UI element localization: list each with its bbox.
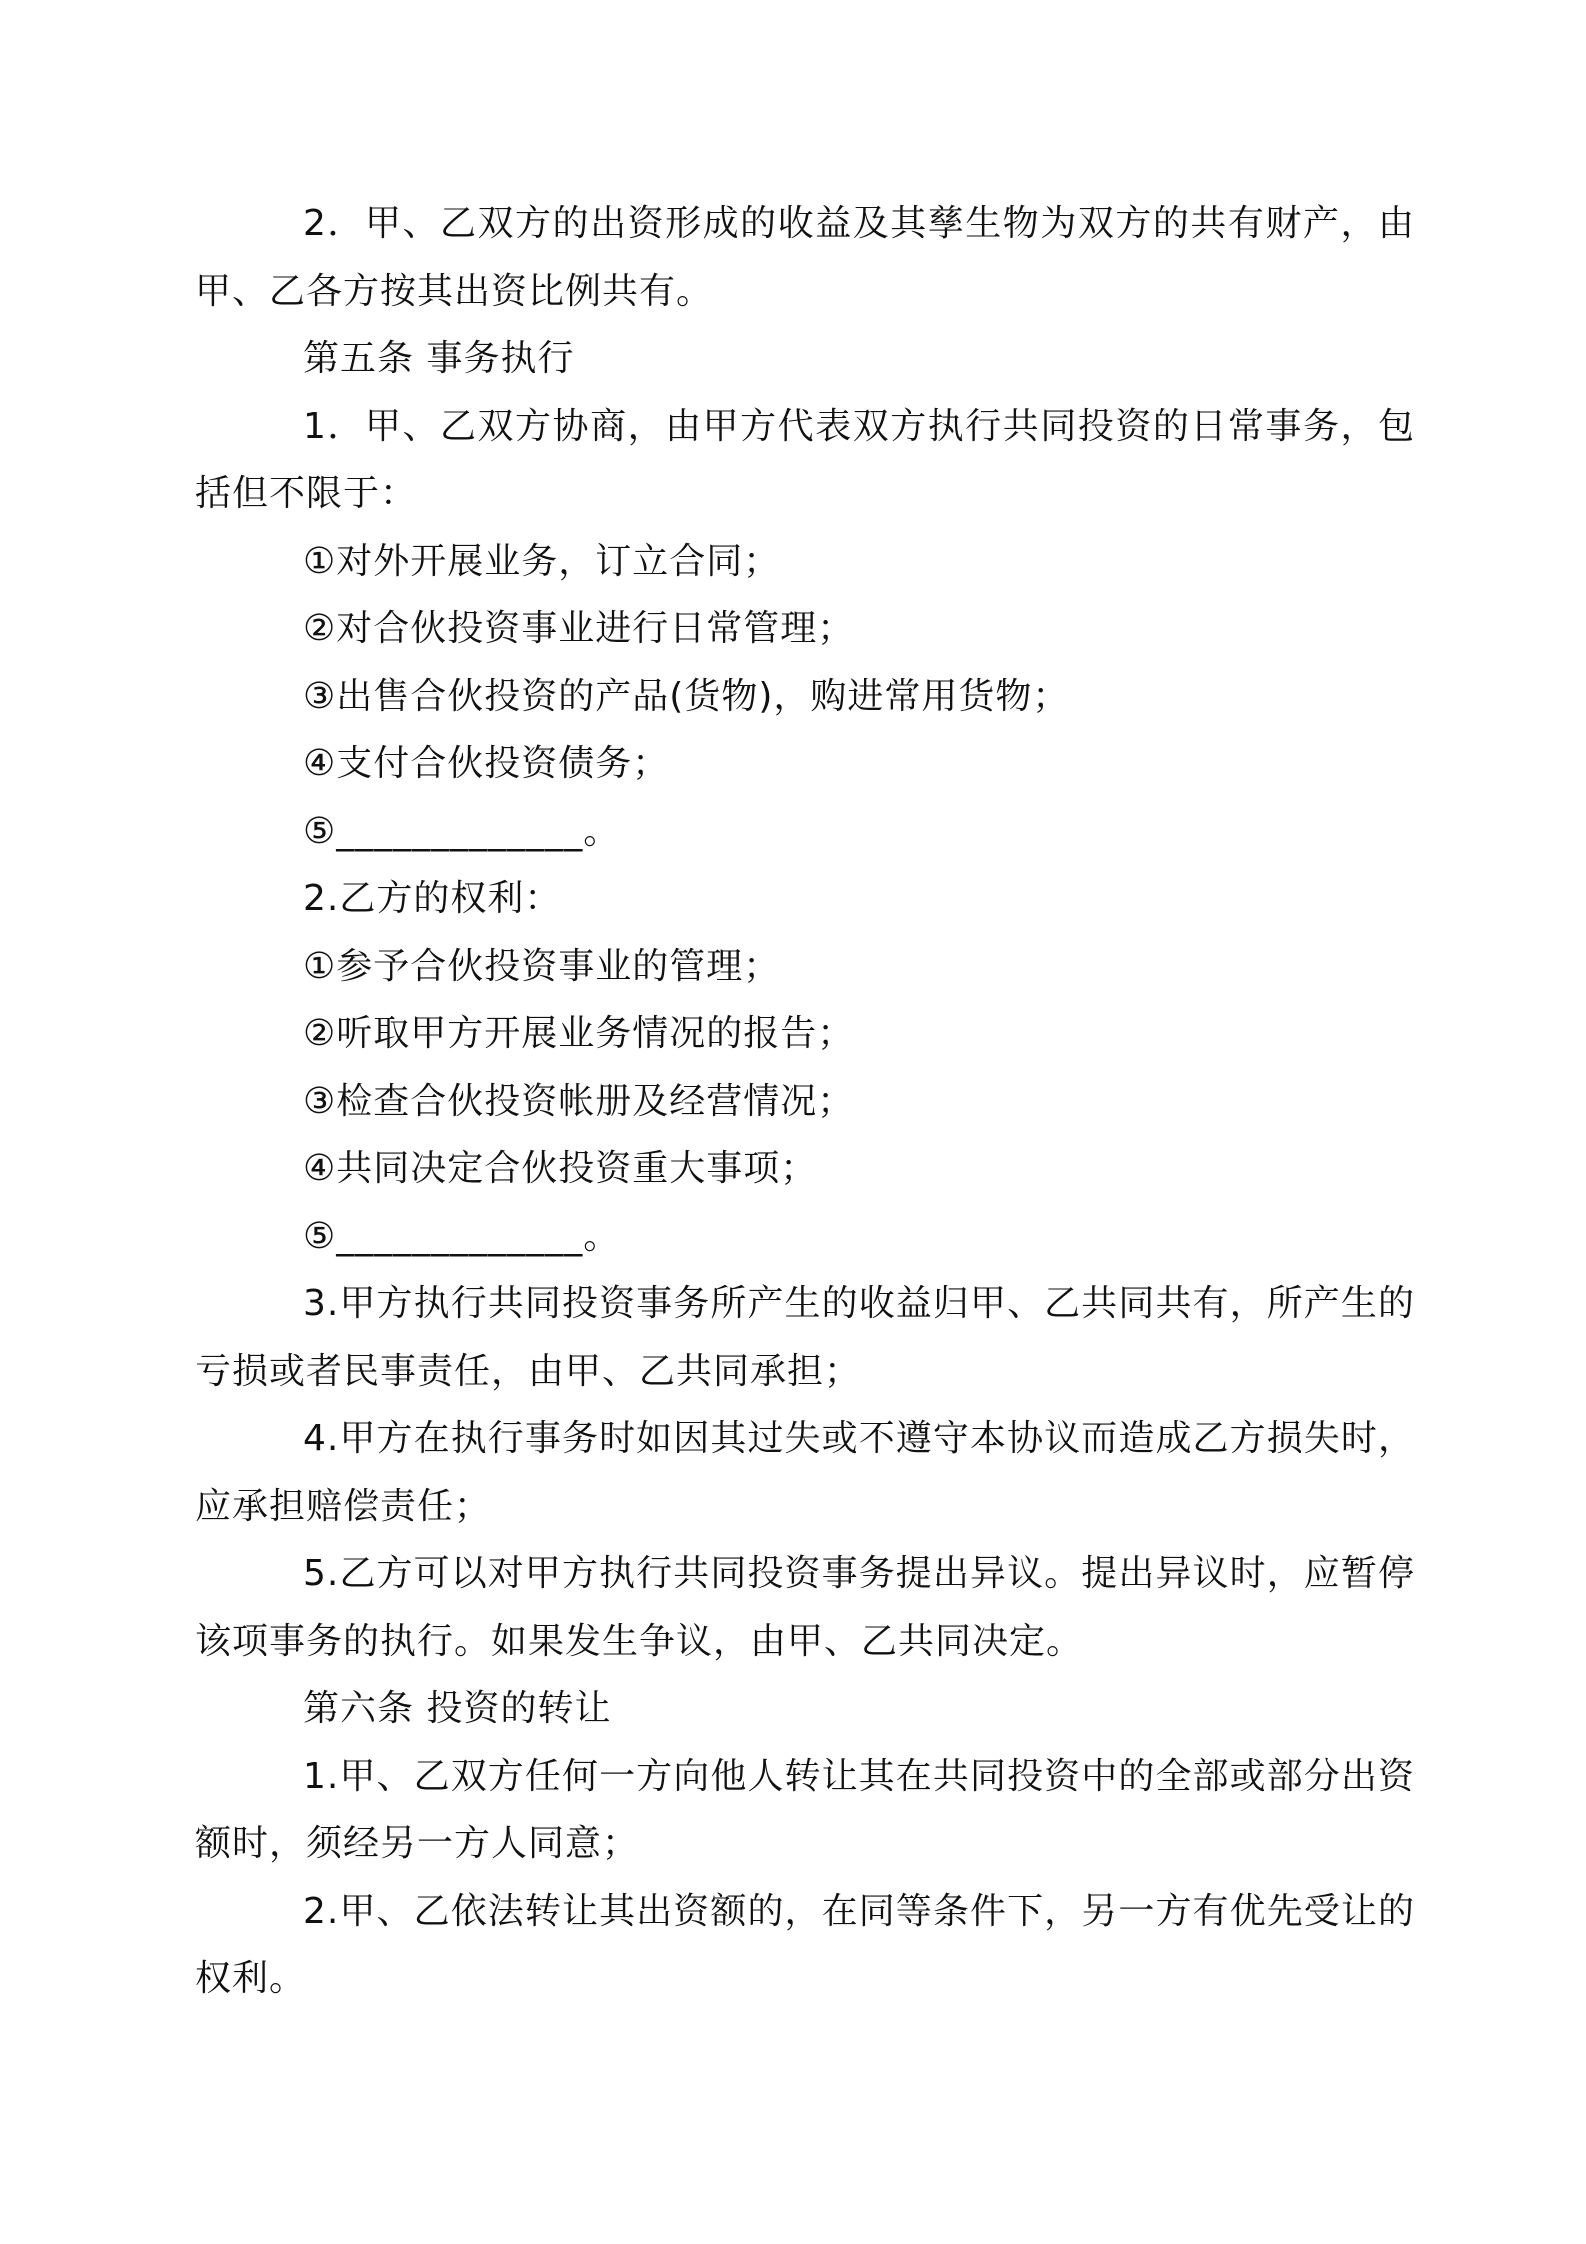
paragraph-5-objection: 5.乙方可以对甲方执行共同投资事务提出异议。提出异议时，应暂停该项事务的执行。如果发生争议，由甲、乙共同决定。 <box>195 1553 1415 1662</box>
article-6-heading: 第六条 投资的转让 <box>303 1688 612 1729</box>
rights-item-3: ③检查合伙投资帐册及经营情况； <box>303 1080 855 1122</box>
rights-item-2: ②听取甲方开展业务情况的报告； <box>303 1013 855 1054</box>
list-item-2: ②对合伙投资事业进行日常管理； <box>303 608 855 649</box>
paragraph-3-profit-loss: 3.甲方执行共同投资事务所产生的收益归甲、乙共同共有，所产生的亏损或者民事责任，由甲、乙共同承担； <box>195 1283 1415 1392</box>
list-item-1: ①对外开展业务，订立合同； <box>303 540 781 582</box>
paragraph-1-daily-affairs: 1．甲、乙双方协商，由甲方代表双方执行共同投资的日常事务，包括但不限于： <box>195 405 1415 514</box>
paragraph-1-transfer-consent: 1.甲、乙双方任何一方向他人转让其在共同投资中的全部或部分出资额时，须经另一方人同意； <box>195 1755 1415 1864</box>
rights-item-1: ①参予合伙投资事业的管理； <box>303 945 781 987</box>
rights-item-5-blank: ⑤_____________。 <box>303 1215 621 1257</box>
document-body <box>195 190 1415 2013</box>
article-5-heading: 第五条 事务执行 <box>303 338 575 379</box>
rights-item-4: ④共同决定合伙投资重大事项； <box>303 1148 818 1189</box>
paragraph-2-party-b-rights: 2.乙方的权利： <box>303 878 562 919</box>
list-item-5-blank: ⑤_____________。 <box>303 810 621 852</box>
paragraph-2-preemptive-right: 2.甲、乙依法转让其出资额的，在同等条件下，另一方有优先受让的权利。 <box>195 1890 1415 1999</box>
paragraph-4-compensation: 4.甲方在执行事务时如因其过失或不遵守本协议而造成乙方损失时，应承担赔偿责任； <box>195 1418 1415 1527</box>
paragraph-2-shared-property: 2．甲、乙双方的出资形成的收益及其孳生物为双方的共有财产，由甲、乙各方按其出资比例共有。 <box>195 203 1415 312</box>
list-item-3: ③出售合伙投资的产品(货物)，购进常用货物； <box>303 675 1070 717</box>
list-item-4: ④支付合伙投资债务； <box>303 743 670 784</box>
